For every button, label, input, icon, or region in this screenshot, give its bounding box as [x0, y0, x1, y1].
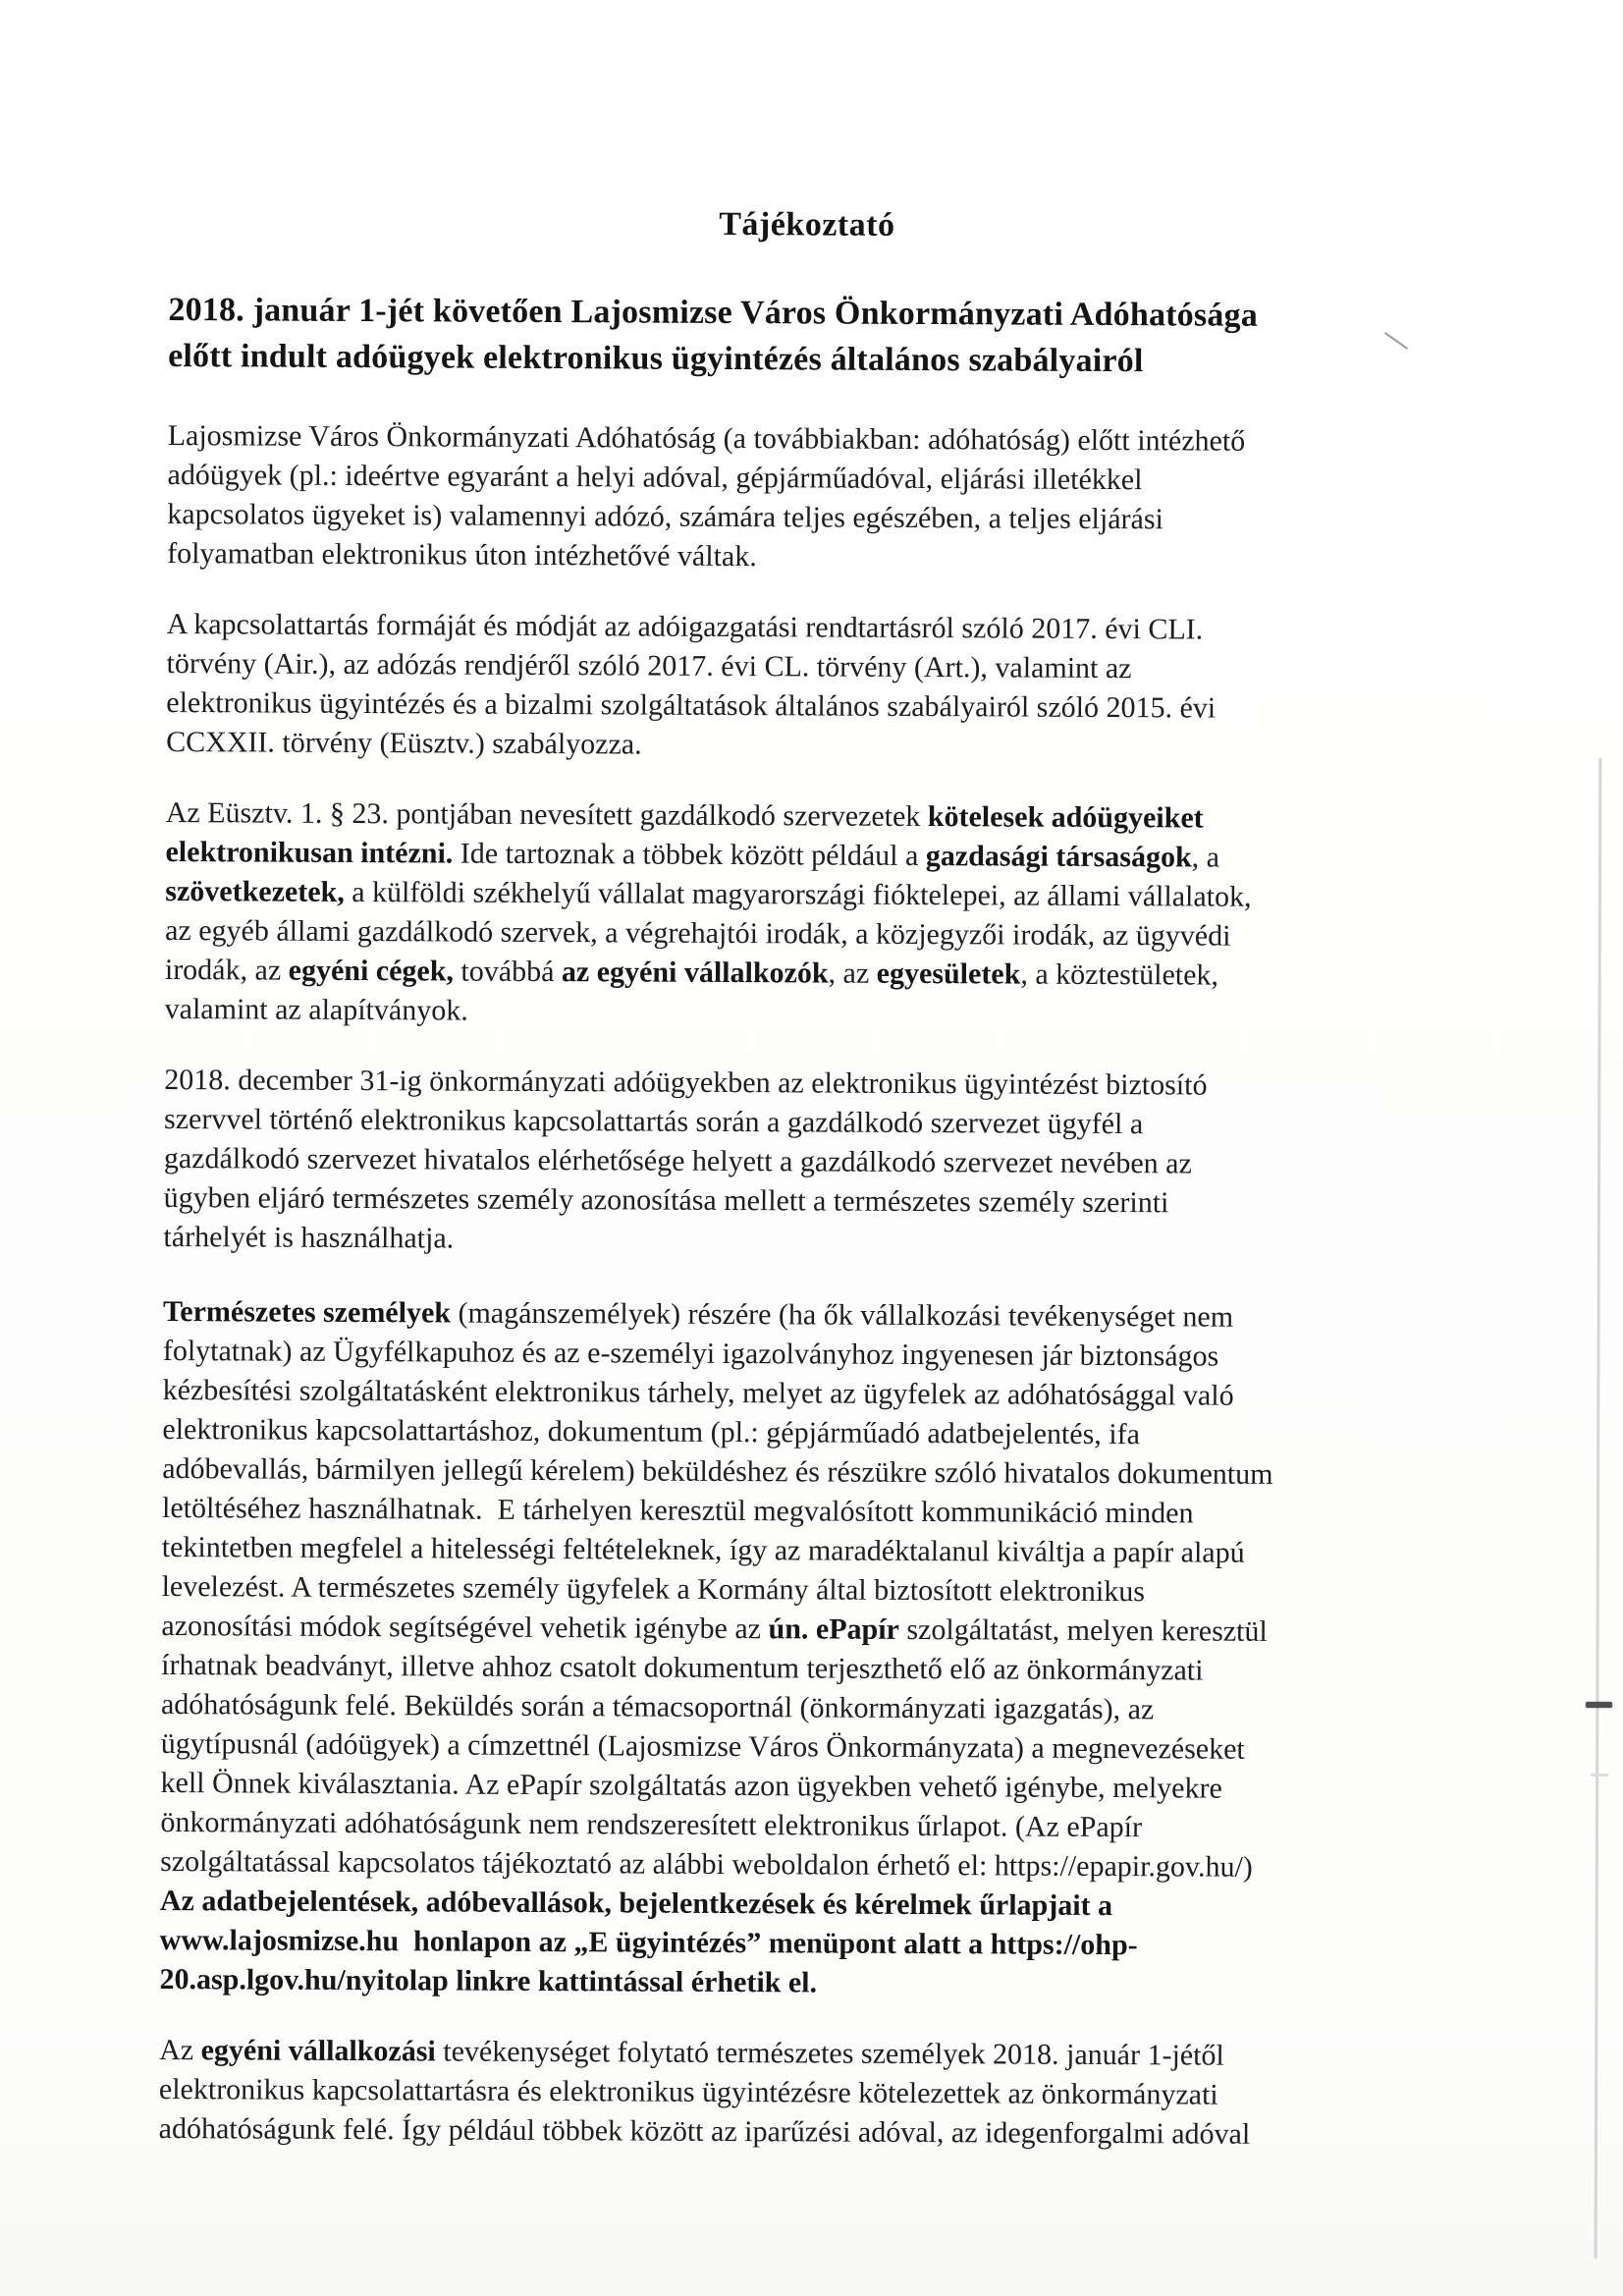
paragraph-obligated-organizations: [165, 793, 1442, 1036]
text-segment: , az: [828, 957, 877, 990]
text-segment: (magánszemélyek) részére (ha ők vállalkozási tevékenységet nem folytatnak) az Ügyfélkapuhoz és az e-személyi igazolványhoz ingyenesen jár biztonságos kézbesítési szolgáltatásként elektronikus tárhely, melyet az ügyfelek az adóhatósággal való elektronikus kapcsolattartáshoz, dokumentum (pl.: gépjárműadó adatbejelentés, ifa adóbevallás, bármilyen jellegű kérelem) beküldéshez és részükre szóló hivatalos dokumentum letöltéséhez használhatnak. E tárhelyen keresztül megvalósított kommunikáció minden tekintetben megfelel a hitelességi feltételeknek, így az maradéktalanul kiváltja a papír alapú levelezést. A természetes személy ügyfelek a Kormány által biztosított elektronikus azonosítási módok segítségével vehetik igénybe az: [161, 1296, 1273, 1646]
bold-text-segment: szövetkezetek,: [165, 874, 345, 908]
bold-text-segment: Az adatbejelentések, adóbevallások, bejelentkezések és kérelmek űrlapjait a www.lajosmizse.hu honlapon az „E ügyintézés” menüpont alatt a https://ohp- 20.asp.lgov.hu/nyitolap linkre kattintással érhetik el.: [159, 1884, 1138, 1999]
document-heading: 2018. január 1-jét követően Lajosmizse Város Önkormányzati Adóhatósága előtt indult adóügyek elektronikus ügyintézés általános szabályairól: [168, 291, 1259, 380]
text-segment: Lajosmizse Város Önkormányzati Adóhatóság (a továbbiakban: adóhatóság) előtt intézhető adóügyek (pl.: ideértve egyaránt a helyi adóval, gépjárműadóval, eljárási illetékkel kapcsolatos ügyeket is) valamennyi adózó, számára teljes egészében, a teljes eljárási folyamatban elektronikus úton intézhetővé váltak.: [167, 418, 1246, 574]
paragraph-transition-rule: [163, 1061, 1440, 1264]
document-content: [159, 202, 1445, 2156]
paragraph-natural-persons: [159, 1292, 1439, 2006]
paragraph-sole-proprietors: [159, 2031, 1436, 2156]
bold-text-segment: kötelesek adóügyeiket elektronikusan intézni.: [165, 800, 1204, 870]
text-segment: a külföldi székhelyű vállalat magyarországi fióktelepei, az állami vállalatok, az egyéb állami gazdálkodó szervek, a végrehajtói irodák, a közjegyzői irodák, az ügyvédi irodák, az: [164, 875, 1252, 987]
bold-text-segment: Természetes személyek: [162, 1294, 452, 1330]
scan-artifact-faint-tick: [1591, 1774, 1608, 1777]
scan-artifact-vertical-line: [1595, 758, 1602, 2259]
scan-artifact-dark-tick: [1586, 1702, 1612, 1708]
text-segment: Ide tartoznak a többek között például a: [453, 837, 926, 873]
bold-text-segment: egyéni vállalkozási: [200, 2034, 436, 2068]
text-segment: tevékenységet folytató természetes személyek 2018. január 1-jétől elektronikus kapcsolattartásra és elektronikus ügyintézésre kötelezettek az önkormányzati adóhatóságunk felé. Így például többek között az iparűzési adóval, az idegenforgalmi adóval: [158, 2035, 1251, 2151]
text-segment: Az: [159, 2033, 201, 2067]
bold-text-segment: egyéni cégek,: [288, 954, 455, 988]
bold-text-segment: gazdasági társaságok: [925, 840, 1192, 874]
paragraph-legal-basis: [166, 605, 1443, 769]
text-segment: , a köztestületek, valamint az alapítványok.: [164, 957, 1219, 1027]
text-segment: továbbá: [453, 955, 563, 989]
paragraph-intro: [167, 416, 1444, 580]
text-segment: , a: [1191, 841, 1220, 874]
text-segment: A kapcsolattartás formáját és módját az adóigazgatási rendtartásról szóló 2017. évi CLI. törvény (Air.), az adózás rendjéről szóló 2017. évi CL. törvény (Art.), valamint az elektronikus ügyintézés és a bizalmi szolgáltatások általános szabályairól szóló 2015. évi CCXXII. törvény (Eüsztv.) szabályozza.: [166, 607, 1217, 761]
document-title: Tájékoztató: [719, 205, 895, 244]
bold-text-segment: ún. ePapír: [768, 1613, 900, 1646]
bold-text-segment: az egyéni vállalkozók: [561, 956, 829, 990]
text-segment: Az Eüsztv. 1. § 23. pontjában nevesített gazdálkodó szervezetek: [165, 795, 928, 834]
bold-text-segment: egyesületek: [876, 957, 1021, 991]
text-segment: szolgáltatást, melyen keresztül írhatnak beadványt, illetve ahhoz csatolt dokumentum terjeszthető elő az önkormányzati adóhatóságunk felé. Beküldés során a témacsoportnál (önkormányzati igazgatás), az ügytípusnál (adóügyek) a címzettnél (Lajosmizse Város Önkormányzata) a megnevezéseket kell Önnek kiválasztania. Az ePapír szolgáltatás azon ügyekben vehető igénybe, melyekre önkormányzati adóhatóságunk nem rendszeresített elektronikus űrlapot. (Az ePapír szolgáltatással kapcsolatos tájékoztató az alábbi weboldalon érhető el: https://epapir.gov.hu/): [160, 1613, 1268, 1884]
text-segment: 2018. december 31-ig önkormányzati adóügyekben az elektronikus ügyintézést biztosító szervvel történő elektronikus kapcsolattartás során a gazdálkodó szervezet ügyfél a gazdálkodó szervezet hivatalos elérhetősége helyett a gazdálkodó szervezet nevében az ügyben eljáró természetes személy azonosítása mellett a természetes személy szerinti tárhelyét is használhatja.: [163, 1063, 1208, 1255]
